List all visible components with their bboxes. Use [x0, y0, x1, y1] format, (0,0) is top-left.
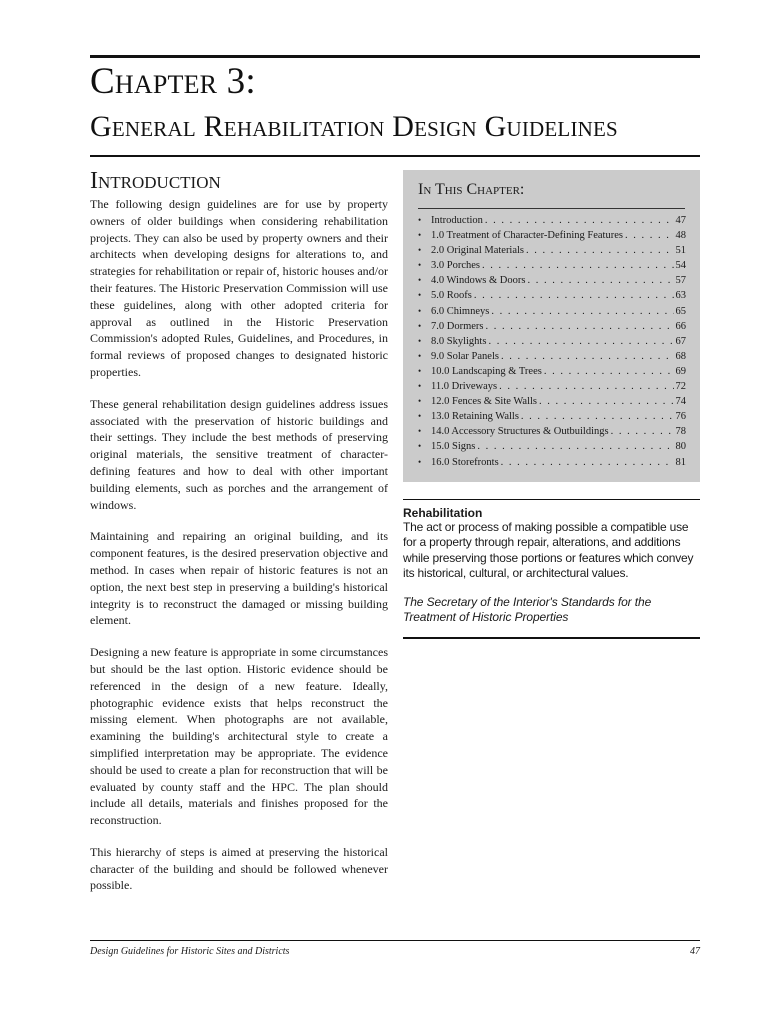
toc-item — [418, 455, 686, 470]
title-rule — [90, 155, 700, 157]
introduction-section — [90, 168, 388, 909]
bullet-icon: • — [418, 275, 422, 286]
toc-heading: In This Chapter: — [418, 181, 525, 198]
bullet-icon: • — [418, 245, 422, 256]
bullet-icon: • — [418, 335, 422, 346]
toc-item — [418, 304, 686, 319]
toc-item — [418, 379, 686, 394]
footer-rule — [90, 940, 700, 941]
toc-item — [418, 364, 686, 379]
toc-item-page: 69 — [675, 365, 686, 377]
toc-item-page: 78 — [675, 426, 686, 438]
toc-leader-dots — [544, 364, 674, 379]
intro-paragraph: This hierarchy of steps is aimed at preserving the historical character of the building and should be followed whenever possible. — [90, 844, 388, 893]
toc-item-page: 68 — [675, 350, 686, 362]
toc-item-label: Introduction — [431, 215, 483, 226]
toc-item-label: 6.0 Chimneys — [431, 305, 490, 317]
bullet-icon: • — [418, 290, 422, 301]
bullet-icon: • — [418, 441, 422, 452]
bullet-icon: • — [418, 320, 422, 331]
toc-item-label: 10.0 Landscaping & Trees — [431, 365, 542, 377]
toc-item-label: 8.0 Skylights — [431, 335, 487, 347]
toc-item-label: 2.0 Original Materials — [431, 245, 525, 257]
toc-leader-dots — [486, 319, 674, 334]
toc-item-label: 1.0 Treatment of Character-Defining Features — [431, 230, 623, 242]
toc-item — [418, 349, 686, 364]
toc-item-label: 5.0 Roofs — [431, 290, 472, 302]
bullet-icon: • — [418, 305, 422, 316]
toc-leader-dots — [485, 213, 674, 228]
toc-item-label: 15.0 Signs — [431, 441, 476, 453]
toc-item — [418, 288, 686, 303]
toc-item-label: 11.0 Driveways — [431, 381, 498, 393]
toc-leader-dots — [474, 288, 674, 303]
toc-item-page: 54 — [675, 260, 686, 272]
toc-leader-dots — [611, 424, 674, 439]
toc-item-page: 66 — [675, 320, 686, 332]
toc-item-label: 3.0 Porches — [431, 260, 480, 272]
toc-leader-dots — [482, 258, 674, 273]
intro-paragraph: Designing a new feature is appropriate in some circumstances but should be the last option. Historic evidence should be referenced in the design of a new feature. Ideally, photographic evidence exists that helps reconstruct the missing element. When photographs are not available, examining the building's architectural style to create a simplified interpretation may be appropriate. The evidence should be used to create a plan for reconstruction that will be evaluated by county staff and the HPC. The plan should include all details, materials and finishes proposed for the reconstruction. — [90, 645, 388, 828]
chapter-label: Chapter 3: — [90, 61, 256, 102]
toc-item-page: 81 — [675, 456, 686, 468]
toc-item-label: 4.0 Windows & Doors — [431, 275, 526, 287]
toc-leader-dots — [625, 228, 674, 243]
toc-item — [418, 213, 686, 228]
toc-item-label: 7.0 Dormers — [431, 320, 484, 332]
toc-item — [418, 273, 686, 288]
toc-item — [418, 228, 686, 243]
toc-item — [418, 243, 686, 258]
bullet-icon: • — [418, 396, 422, 407]
toc-leader-dots — [539, 394, 674, 409]
toc-leader-dots — [527, 273, 673, 288]
intro-paragraph: The following design guidelines are for use by property owners of older buildings when considering rehabilitation projects. They can also be used by property owners and their architects when developing designs for alterations to, and strategies for rehabilitation or repair of, historic houses and/or their features. The Historic Preservation Commission will use these guidelines, along with other adopted criteria for approval as outlined in the Historic Preservation Commission's adopted Rules, Guidelines, and Procedures, in formal reviews of proposed changes to designated historic properties. — [90, 197, 388, 379]
page-number: 47 — [690, 946, 700, 957]
toc-item-page: 80 — [675, 441, 686, 453]
definition-text: The act or process of making possible a compatible use for a property through repair, alterations, and additions while preserving those portions or features which convey its historical, cultural, or architectural values. — [403, 520, 694, 581]
introduction-heading: Introduction — [90, 168, 221, 194]
bullet-icon: • — [418, 381, 422, 392]
toc-item — [418, 394, 686, 409]
bullet-icon: • — [418, 260, 422, 271]
toc-leader-dots — [526, 243, 673, 258]
toc-divider — [418, 208, 685, 209]
toc-item-page: 48 — [675, 230, 686, 242]
bullet-icon: • — [418, 411, 422, 422]
toc-item-label: 16.0 Storefronts — [431, 456, 499, 468]
toc-list — [418, 213, 686, 470]
toc-leader-dots — [488, 334, 673, 349]
bullet-icon: • — [418, 230, 422, 241]
definition-source: The Secretary of the Interior's Standards for the Treatment of Historic Properties — [403, 595, 652, 625]
bullet-icon: • — [418, 350, 422, 361]
footer-title: Design Guidelines for Historic Sites and Districts — [90, 946, 290, 957]
toc-item — [418, 334, 686, 349]
bullet-icon: • — [418, 365, 422, 376]
definition-term: Rehabilitation — [403, 506, 483, 520]
bullet-icon: • — [418, 215, 422, 225]
toc-item-page: 74 — [675, 396, 686, 408]
toc-item — [418, 439, 686, 454]
toc-item-label: 14.0 Accessory Structures & Outbuildings — [431, 426, 609, 438]
toc-item — [418, 258, 686, 273]
toc-item-page: 67 — [675, 335, 686, 347]
toc-item — [418, 424, 686, 439]
toc-leader-dots — [477, 439, 673, 454]
bullet-icon: • — [418, 426, 422, 437]
toc-item-label: 13.0 Retaining Walls — [431, 411, 519, 423]
toc-item-page: 47 — [675, 215, 686, 226]
chapter-contents-box — [403, 170, 700, 482]
toc-item-page: 72 — [675, 381, 686, 393]
toc-item — [418, 319, 686, 334]
toc-item-page: 57 — [675, 275, 686, 287]
toc-item-page: 51 — [675, 245, 686, 257]
intro-paragraph: Maintaining and repairing an original building, and its component features, is the desired preservation objective and method. In cases when repair of historic features is not an option, the next best step in preserving a building's historical integrity is to reconstruct the damaged or missing building element. — [90, 529, 388, 628]
bullet-icon: • — [418, 456, 422, 467]
toc-item-page: 65 — [675, 305, 686, 317]
definition-sidebar — [403, 499, 700, 637]
toc-leader-dots — [501, 455, 674, 470]
chapter-title: General Rehabilitation Design Guidelines — [90, 110, 618, 143]
definition-bottom-rule — [403, 637, 700, 639]
toc-leader-dots — [521, 409, 674, 424]
toc-item — [418, 409, 686, 424]
toc-leader-dots — [491, 304, 673, 319]
toc-leader-dots — [499, 379, 673, 394]
toc-item-label: 9.0 Solar Panels — [431, 350, 499, 362]
top-rule — [90, 55, 700, 58]
intro-paragraph: These general rehabilitation design guidelines address issues associated with the preservation of historic buildings and their settings. They include the best methods of preserving original materials, the sensitive treatment of character-defining features and how to deal with other important building elements, such as porches and the arrangement of windows. — [90, 396, 388, 512]
toc-item-page: 63 — [675, 290, 686, 302]
toc-item-page: 76 — [675, 411, 686, 423]
toc-leader-dots — [501, 349, 674, 364]
toc-item-label: 12.0 Fences & Site Walls — [431, 396, 537, 408]
